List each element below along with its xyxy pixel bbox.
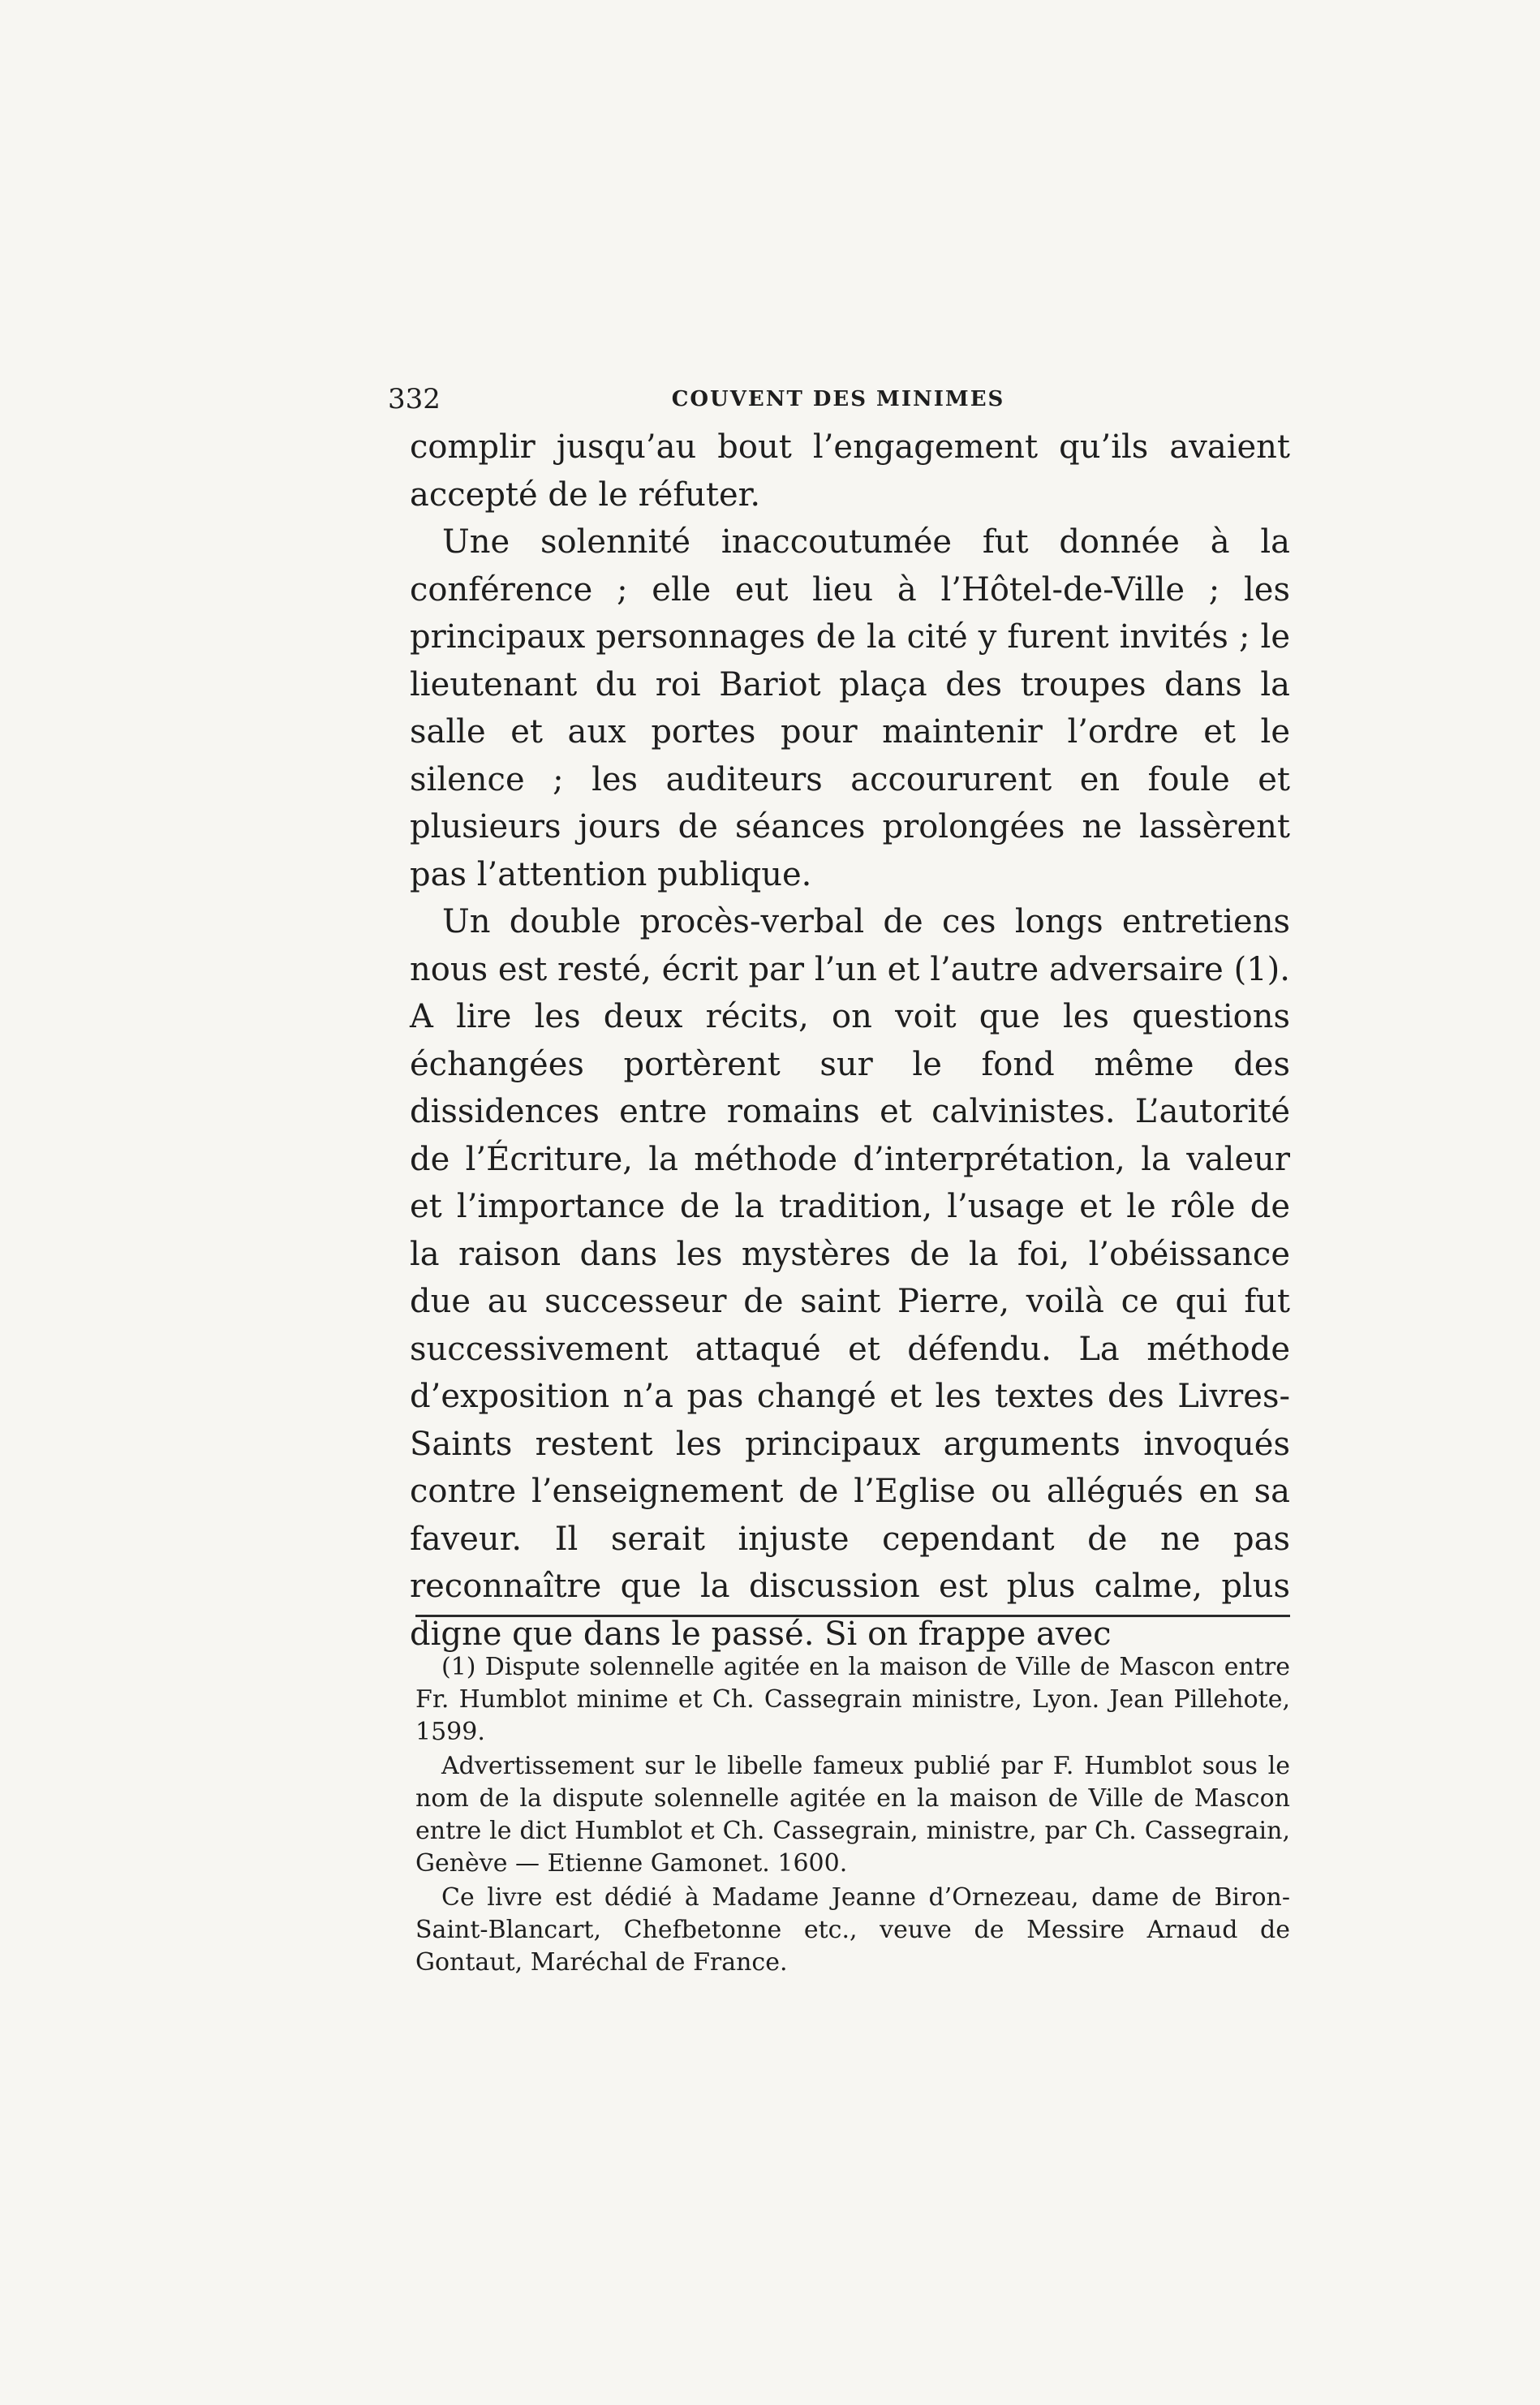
paragraph: complir jusqu’au bout l’engagement qu’ils avaient accepté de le réfuter. [410, 428, 1290, 514]
footnotes [415, 1651, 1290, 1981]
footnote: Ce livre est dédié à Madame Jeanne d’Ornezeau, dame de Biron-Saint-Blancart, Chefbetonne etc., veuve de Messire Arnaud de Gontaut, Maréchal de France. [415, 1883, 1290, 1977]
footnote: Advertissement sur le libelle fameux publié par F. Humblot sous le nom de la dispute solennelle agitée en la maison de Ville de Mascon entre le dict Humblot et Ch. Cassegrain, ministre, par Ch. Cassegrain, Genève — Etienne Gamonet. 1600. [415, 1752, 1290, 1878]
running-head: COUVENT DES MINIMES [671, 387, 1005, 411]
paragraph: Un double procès-verbal de ces longs entretiens nous est resté, écrit par l’un et l’autre adversaire (1). A lire les deux récits, on voit que les questions échangées portèrent sur le fond même des dissidences entre romains et calvinistes. L’autorité de l’Écriture, la méthode d’interprétation, la valeur et l’importance de la tradition, l’usage et le rôle de la raison dans les mystères de la foi, l’obéissance due au successeur de saint Pierre, voilà ce qui fut successivement attaqué et défendu. La méthode d’exposition n’a pas changé et les textes des Livres-Saints restent les principaux arguments invoqués contre l’enseignement de l’Eglise ou allégués en sa faveur. Il serait injuste cependant de ne pas reconnaître que la discussion est plus calme, plus digne que dans le passé. Si on frappe avec [410, 903, 1290, 1653]
body-text [410, 424, 1290, 1658]
page-header [388, 383, 1288, 415]
page-number: 332 [388, 383, 441, 415]
footnote-divider [415, 1615, 1290, 1617]
paragraph: Une solennité inaccoutumée fut donnée à la conférence ; elle eut lieu à l’Hôtel-de-Ville ; les principaux personnages de la cité y furent invités ; le lieutenant du roi Bariot plaça des troupes dans la salle et aux portes pour maintenir l’ordre et le silence ; les auditeurs accoururent en foule et plusieurs jours de séances prolongées ne lassèrent pas l’attention publique. [410, 523, 1290, 893]
footnote: (1) Dispute solennelle agitée en la maison de Ville de Mascon entre Fr. Humblot minime et Ch. Cassegrain ministre, Lyon. Jean Pillehote, 1599. [415, 1653, 1290, 1746]
